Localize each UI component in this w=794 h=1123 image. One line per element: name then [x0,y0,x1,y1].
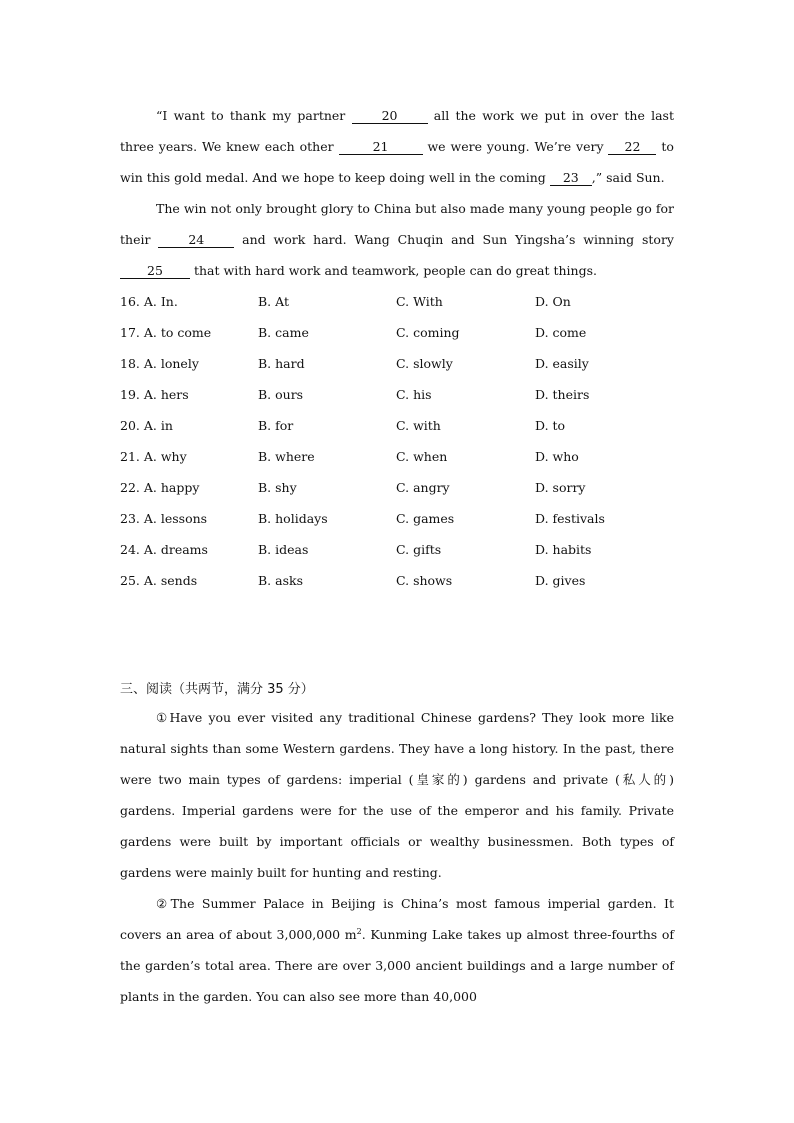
option-a: 25. A. sends [120,573,198,588]
reading-passage [120,702,674,1012]
option-c: C. with [396,418,441,433]
passage-text: all the work we put in over the last three years. We knew each other [120,108,674,154]
question-row-17 [120,317,674,348]
question-row-23 [120,503,674,534]
option-c: C. slowly [396,356,453,371]
option-b: B. came [258,325,309,340]
passage-paragraph-1 [120,100,674,193]
passage-text: The win not only brought glory to China but also made many young people go for their [120,201,674,247]
option-c: C. With [396,294,443,309]
option-c: C. angry [396,480,450,495]
option-c: C. his [396,387,432,402]
option-d: D. habits [535,542,592,557]
question-row-20 [120,410,674,441]
passage-text: to win this gold medal. And we hope to keep doing well in the coming [120,139,674,185]
passage-text: we were young. We’re very [427,139,604,154]
reading-text: ②The Summer Palace in Beijing is China’s most famous imperial garden. It covers an area of about 3,000,000 m [120,896,674,942]
option-d: D. sorry [535,480,586,495]
option-d: D. who [535,449,579,464]
option-d: D. come [535,325,587,340]
option-a: 22. A. happy [120,480,200,495]
option-c: C. gifts [396,542,442,557]
passage-text: and work hard. Wang Chuqin and Sun Yingsha’s winning story [242,232,674,247]
blank-23: 23 [550,170,592,186]
option-a: 18. A. lonely [120,356,199,371]
passage-text: “I want to thank my partner [156,108,346,123]
option-c: C. shows [396,573,453,588]
option-b: B. where [258,449,315,464]
passage-paragraph-2 [120,193,674,286]
option-d: D. gives [535,573,586,588]
blank-20: 20 [352,108,428,124]
option-a: 24. A. dreams [120,542,208,557]
option-b: B. hard [258,356,305,371]
option-a: 23. A. lessons [120,511,208,526]
cloze-passage [120,100,674,596]
option-d: D. easily [535,356,589,371]
option-b: B. asks [258,573,303,588]
option-a: 20. A. in [120,418,173,433]
option-a: 19. A. hers [120,387,189,402]
question-row-25 [120,565,674,596]
option-d: D. festivals [535,511,605,526]
reading-paragraph-2 [120,888,674,1012]
section-heading: 三、阅读（共两节，满分 35 分） [120,682,314,697]
option-b: B. ideas [258,542,309,557]
question-row-21 [120,441,674,472]
option-a: 16. A. In. [120,294,178,309]
option-c: C. coming [396,325,460,340]
reading-text: . Kunming Lake takes up almost three-fourths of the garden’s total area. There are over 3,000 ancient buildings and a large number of plants in the garden. You can also see more than 40,000 [120,927,674,1004]
question-row-24 [120,534,674,565]
question-row-16 [120,286,674,317]
question-row-19 [120,379,674,410]
option-b: B. shy [258,480,297,495]
option-b: B. for [258,418,294,433]
option-b: B. At [258,294,289,309]
reading-paragraph-1: ①Have you ever visited any traditional Chinese gardens? They look more like natural sights than some Western gardens. They have a long history. In the past, there were two main types of gardens: imperial (皇家的) gardens and private (私人的) gardens. Imperial gardens were for the use of the emperor and his family. Private gardens were built by important officials or wealthy businessmen. Both types of gardens were mainly built for hunting and resting. [120,710,674,880]
option-c: C. when [396,449,448,464]
blank-22: 22 [608,139,656,155]
option-a: 21. A. why [120,449,187,464]
question-row-22 [120,472,674,503]
option-d: D. to [535,418,566,433]
question-row-18 [120,348,674,379]
superscript: 2 [356,926,362,936]
option-d: D. On [535,294,571,309]
passage-text: that with hard work and teamwork, people can do great things. [193,263,597,278]
blank-25: 25 [120,263,190,279]
blank-21: 21 [339,139,423,155]
blank-24: 24 [158,232,234,248]
option-a: 17. A. to come [120,325,212,340]
answer-options [120,286,674,596]
option-b: B. holidays [258,511,328,526]
option-c: C. games [396,511,455,526]
passage-text: ,” said Sun. [591,170,665,185]
option-d: D. theirs [535,387,590,402]
option-b: B. ours [258,387,304,402]
